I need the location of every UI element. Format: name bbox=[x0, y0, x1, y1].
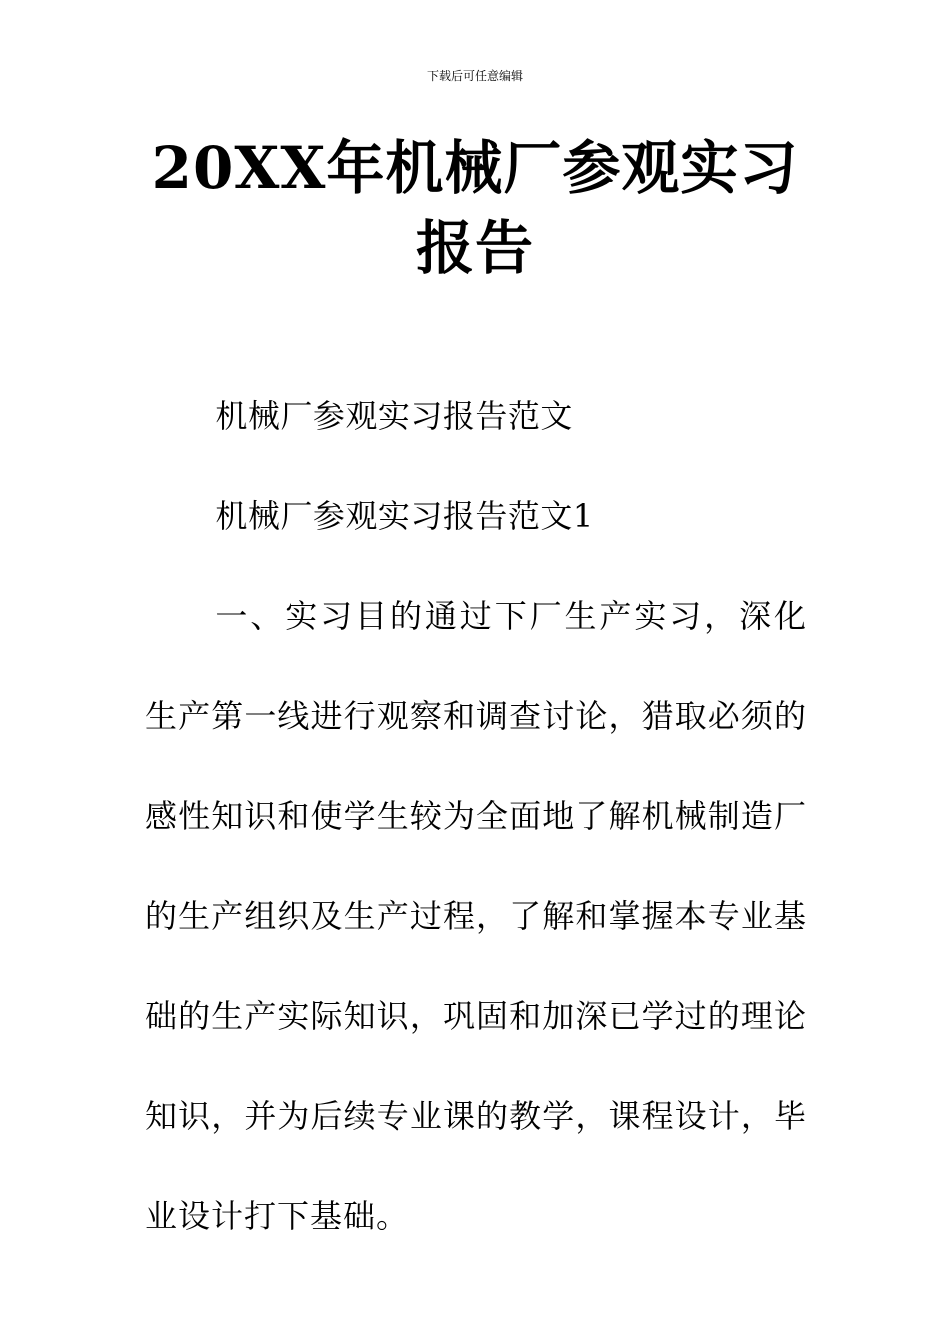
subtitle-line: 机械厂参观实习报告范文 bbox=[215, 397, 573, 435]
header-note: 下载后可任意编辑 bbox=[426, 69, 523, 83]
document-body bbox=[145, 366, 807, 1266]
section-heading: 机械厂参观实习报告范文1 bbox=[215, 497, 594, 535]
body-paragraph: 一、实习目的通过下厂生产实习，深化生产第一线进行观察和调查讨论，猎取必须的感性知识和使学生较为全面地了解机械制造厂的生产组织及生产过程，了解和掌握本专业基础的生产实际知识，巩固和加深已学过的理论知识，并为后续专业课的教学，课程设计，毕业设计打下基础。 bbox=[145, 597, 807, 1235]
document-title: 20XX年机械厂参观实习报告 bbox=[151, 134, 799, 282]
